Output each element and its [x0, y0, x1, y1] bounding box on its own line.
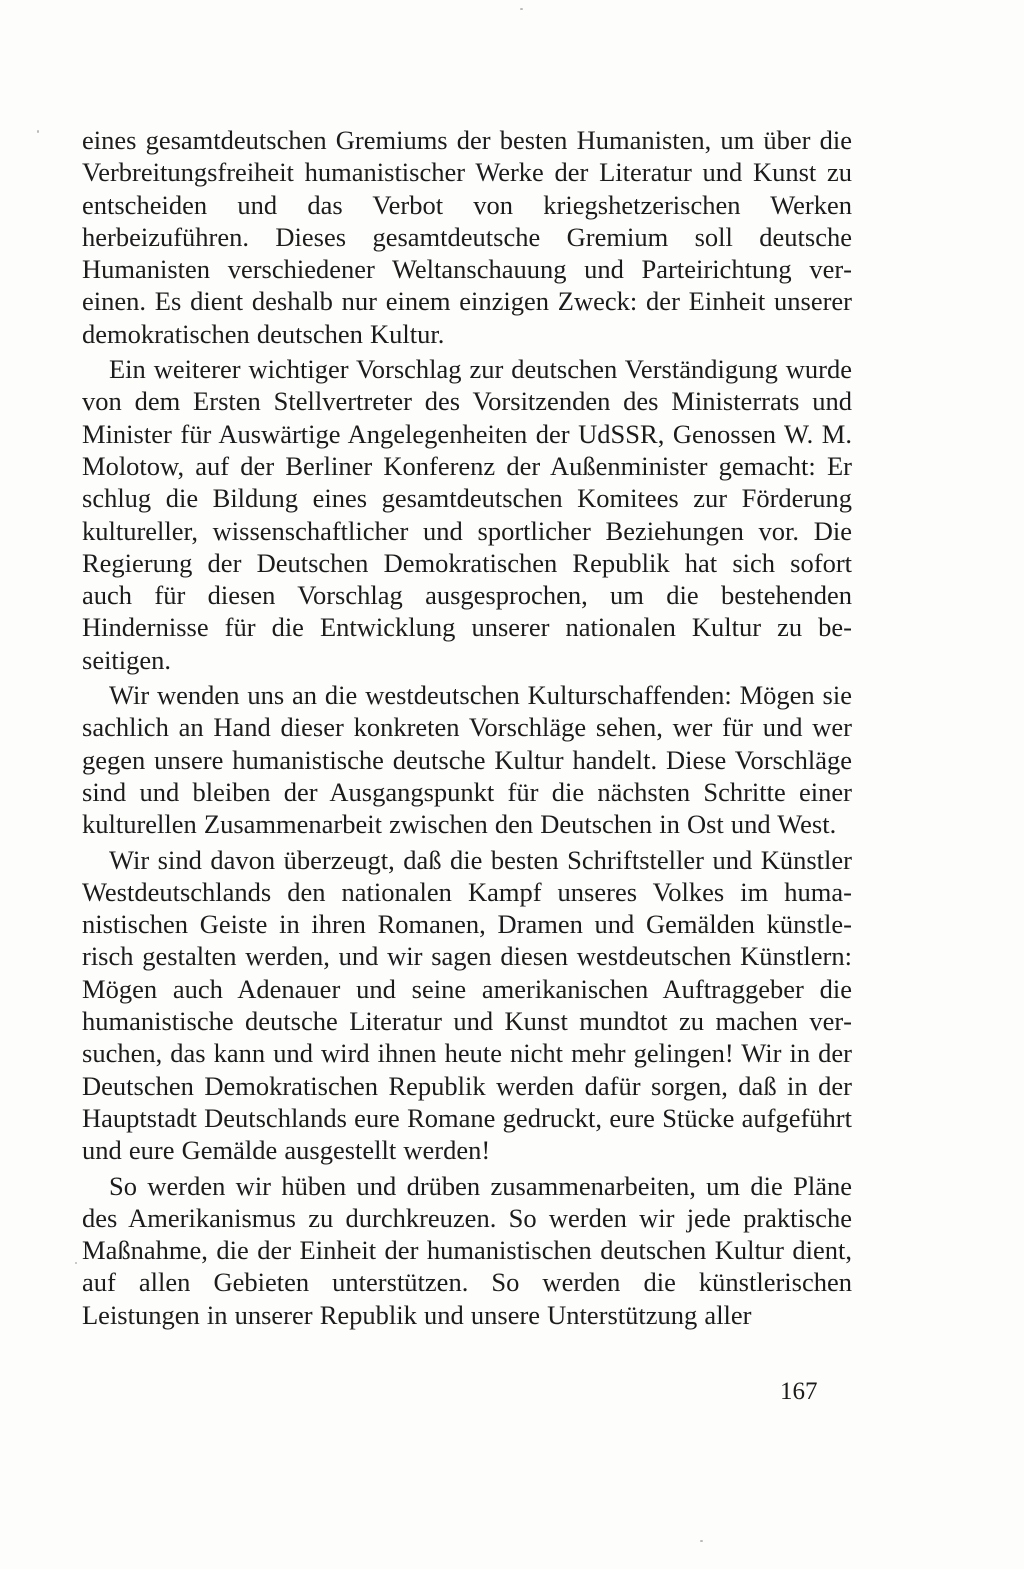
paragraph-cooperation: So werden wir hüben und drüben zusammenarbeiten, um die Pläne des Amerikanismus zu durchkreuzen. So werden wir jede praktische Maßnahme, die der Einheit der humanistischen deutschen Kultur dient, auf allen Gebieten unterstützen. So werden die künstlerischen Leistungen in unserer Republik und unsere Unterstützung aller: [82, 1170, 852, 1330]
scan-speck: [520, 8, 523, 10]
scan-speck: [75, 1262, 77, 1264]
paragraph-continued: eines gesamtdeutschen Gremiums der besten Humanisten, um über die Verbreitungsfreiheit humanistischer Werke der Literatur und Kunst zu entscheiden und das Verbot von kriegshetzerischen Werken herbeizuführen. Dieses gesamtdeutsche Gremium soll deutsche Humanisten verschiedener Weltanschauung und Parteirichtung vereinen. Es dient deshalb nur einem einzigen Zweck: der Einheit unserer demokratischen deutschen Kultur.: [82, 125, 852, 349]
page-number: 167: [780, 1378, 818, 1405]
scan-speck: [700, 1540, 703, 1542]
paragraph-west-german-artists: Wir wenden uns an die westdeutschen Kulturschaffenden: Mögen sie sachlich an Hand dieser konkreten Vorschläge sehen, wer für und wer gegen unsere humanistische deutsche Kultur handelt. Diese Vorschläge sind und bleiben der Ausgangspunkt für die nächsten Schritte einer kulturellen Zusammenarbeit zwischen den Deutschen in Ost und West.: [82, 680, 852, 840]
paragraph-conviction: Wir sind davon überzeugt, daß die besten Schriftsteller und Künstler Westdeutschlands den nationalen Kampf unseres Volkes im humanistischen Geiste in ihren Romanen, Dramen und Gemälden künstlerisch gestalten werden, und wir sagen diesen westdeutschen Künstlern: Mögen auch Adenauer und seine amerikanischen Auftraggeber die humanistische deutsche Literatur und Kunst mundtot zu machen versuchen, das kann und wird ihnen heute nicht mehr gelingen! Wir in der Deutschen Demokratischen Republik werden dafür sorgen, daß in der Hauptstadt Deutschlands eure Romane gedruckt, eure Stücke aufgeführt und eure Gemälde ausgestellt werden!: [82, 844, 852, 1166]
body-text: [82, 124, 852, 1331]
paragraph-molotow-proposal: Ein weiterer wichtiger Vorschlag zur deutschen Verständigung wurde von dem Ersten Stellvertreter des Vorsitzenden des Ministerrats und Minister für Auswärtige Angelegenheiten der UdSSR, Genossen W. M. Molotow, auf der Berliner Konferenz der Außenminister gemacht: Er schlug die Bildung eines gesamtdeutschen Komitees zur Förderung kultureller, wissenschaftlicher und sportlicher Beziehungen vor. Die Regierung der Deutschen Demokratischen Republik hat sich sofort auch für diesen Vorschlag ausgesprochen, um die bestehenden Hindernisse für die Entwicklung unserer nationalen Kultur zu beseitigen.: [82, 354, 852, 675]
scan-speck: [37, 130, 39, 133]
